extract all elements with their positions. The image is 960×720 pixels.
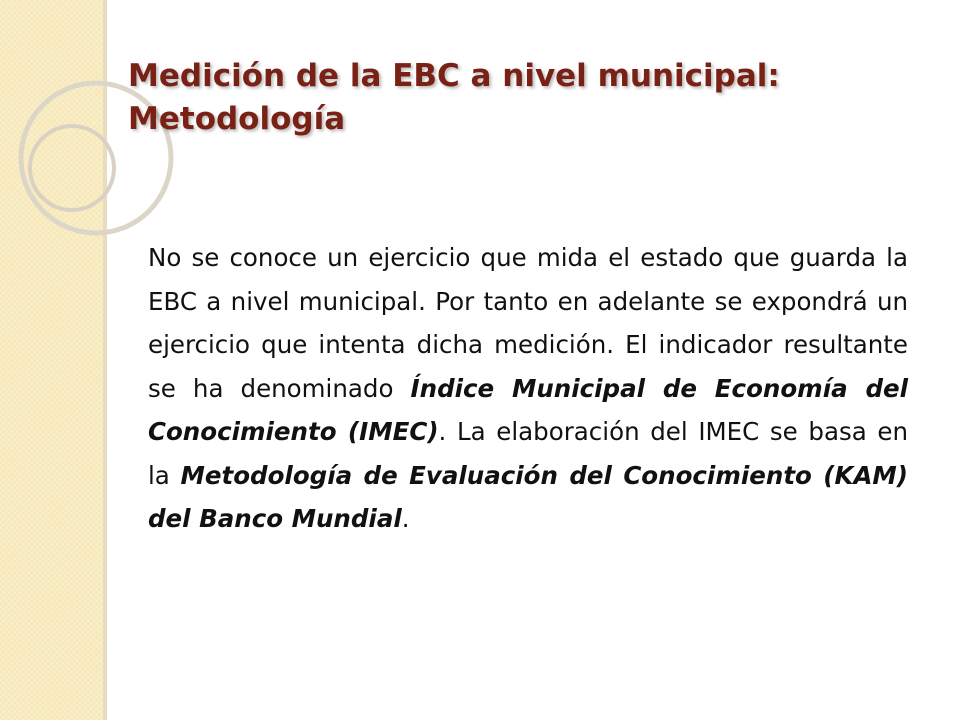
body-text-part2: . La elaboración del IMEC se basa en la bbox=[148, 417, 908, 490]
body-emphasis-imec: Índice Municipal de Economía del Conocimiento (IMEC) bbox=[148, 373, 908, 446]
body-text-part1: No se conoce un ejercicio que mida el estado que guarda la EBC a nivel municipal. Por tanto en adelante se expondrá un ejercicio que intenta dicha medición. El indicador resultante se ha denominado bbox=[148, 243, 908, 403]
small-ring bbox=[30, 126, 114, 210]
slide-title-line1: Medición de la EBC a nivel municipal: bbox=[128, 58, 780, 94]
body-text-part3: . bbox=[401, 504, 410, 533]
slide-title bbox=[128, 55, 908, 141]
slide-body-paragraph bbox=[148, 236, 908, 541]
body-emphasis-kam: Metodología de Evaluación del Conocimiento (KAM) del Banco Mundial bbox=[148, 460, 909, 533]
slide-title-line2: Metodología bbox=[128, 101, 346, 137]
